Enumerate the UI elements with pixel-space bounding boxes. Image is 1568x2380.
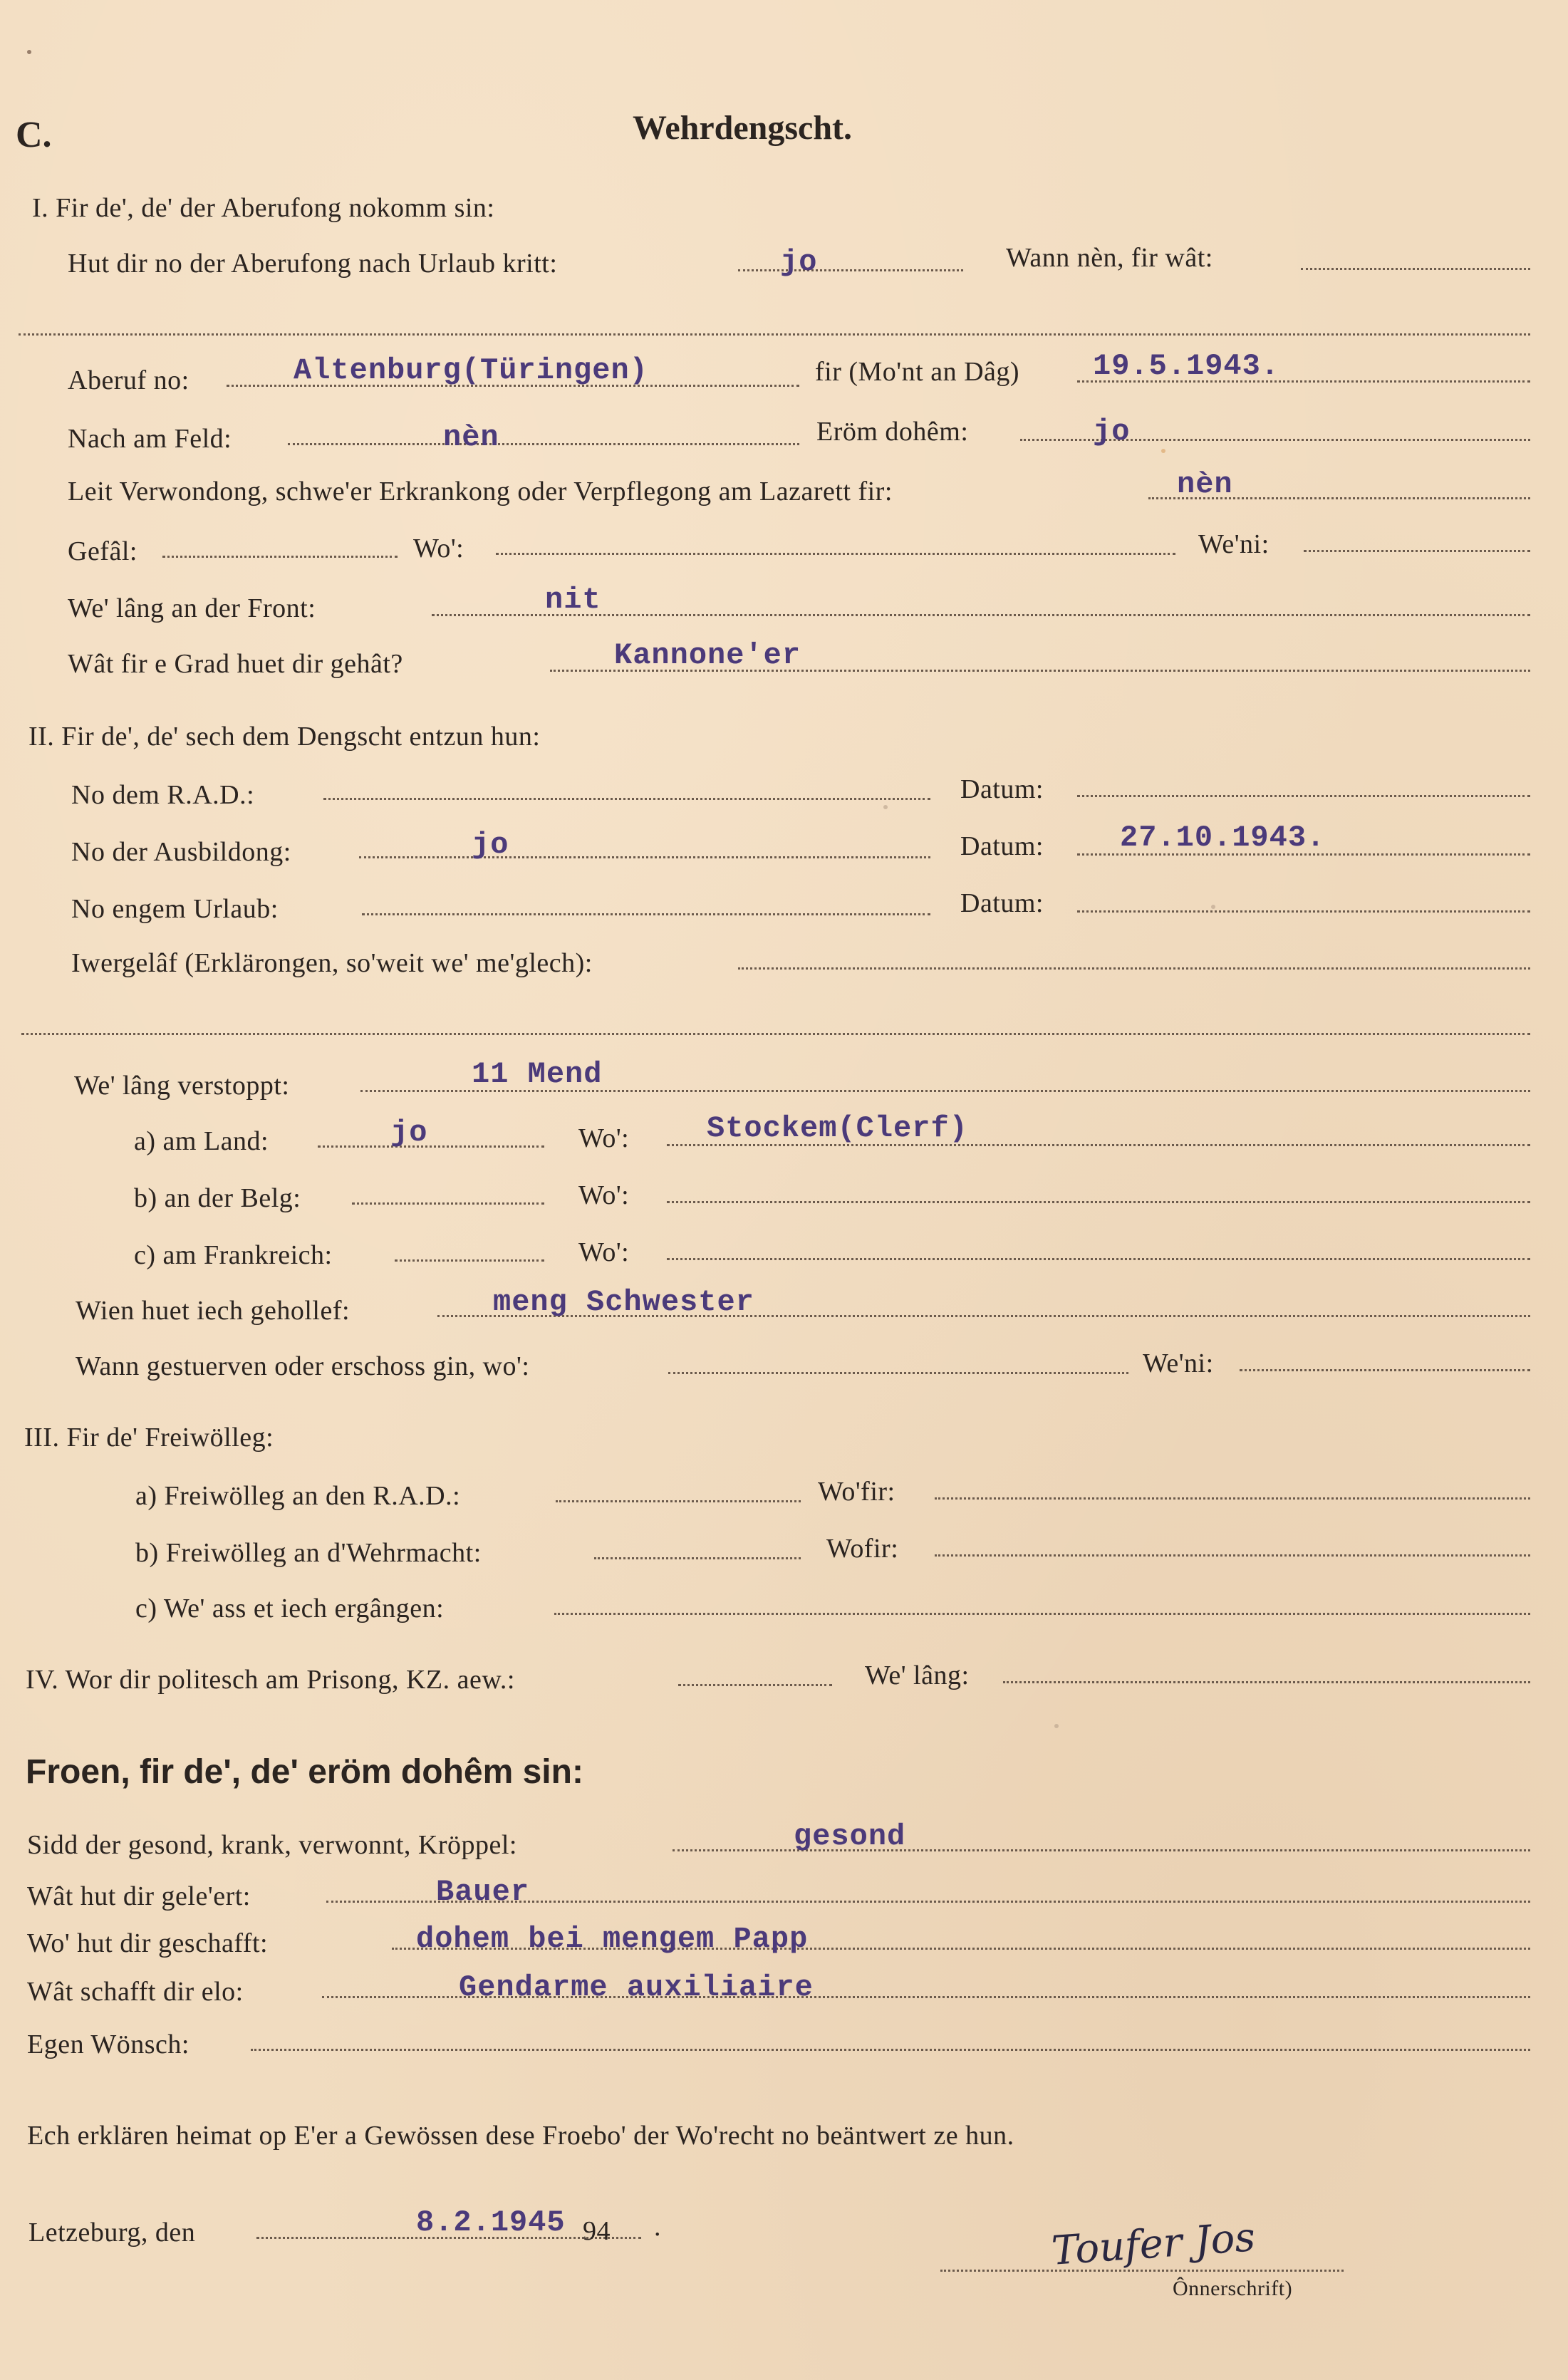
frank-label: c) am Frankreich:	[134, 1240, 333, 1270]
frank-wo-label: Wo':	[578, 1237, 630, 1267]
ergangen-line	[554, 1613, 1530, 1615]
page-title: Wehrdengscht.	[633, 109, 853, 147]
gesond-label: Sidd der gesond, krank, verwonnt, Kröppel:	[27, 1830, 517, 1860]
feld-line	[288, 443, 799, 445]
geschafft-value: dohem bei mengem Papp	[416, 1922, 809, 1956]
wann-nen-line-2	[19, 333, 1530, 336]
front-value: nit	[545, 583, 601, 617]
iwergelaf-line-2	[21, 1033, 1530, 1035]
ausbildung-datum-value: 27.10.1943.	[1120, 821, 1326, 855]
ausbildung-value: jo	[472, 828, 509, 862]
freiwolleg-wehrmacht-wofir-label: Wofir:	[826, 1534, 899, 1564]
freiwolleg-wehrmacht-label: b) Freiwölleg an d'Wehrmacht:	[135, 1538, 482, 1568]
rad-label: No dem R.A.D.:	[71, 780, 255, 810]
gefal-line	[162, 556, 398, 558]
section-1-heading: I. Fir de', de' der Aberufong nokomm sin:	[32, 193, 495, 223]
feld-value: nèn	[443, 420, 499, 454]
gestuerven-line	[668, 1372, 1128, 1374]
freiwolleg-wehrmacht-line	[594, 1557, 801, 1559]
grad-label: Wât fir e Grad huet dir gehât?	[68, 649, 403, 679]
ergangen-label: c) We' ass et iech ergângen:	[135, 1594, 445, 1623]
frank-line	[395, 1259, 544, 1262]
urlaub-question-line	[738, 269, 963, 271]
geschafft-label: Wo' hut dir geschafft:	[27, 1928, 269, 1958]
urlaub-question-label: Hut dir no der Aberufong nach Urlaub kritt:	[68, 249, 558, 279]
urlaub-question-value: jo	[780, 245, 818, 279]
gefal-wo-label: Wo':	[413, 534, 464, 563]
signature-label: Ônnerschrift)	[1173, 2277, 1293, 2300]
doheem-value: jo	[1093, 415, 1131, 449]
urlaub-line	[362, 913, 930, 915]
gestuerven-weni-label: We'ni:	[1143, 1349, 1214, 1378]
leit-label: Leit Verwondong, schwe'er Erkrankong oder Verpflegong am Lazarett fir:	[68, 477, 893, 506]
leit-value: nèn	[1177, 467, 1233, 502]
land-value: jo	[390, 1116, 428, 1150]
rad-datum-line	[1077, 795, 1530, 797]
gestuerven-label: Wann gestuerven oder erschoss gin, wo':	[76, 1351, 530, 1381]
signature: Toufer Jos	[1050, 2214, 1257, 2275]
rad-line	[323, 798, 930, 800]
date-dot: .	[654, 2212, 661, 2242]
gehollef-label: Wien huet iech gehollef:	[76, 1296, 351, 1326]
elo-value: Gendarme auxiliaire	[459, 1970, 814, 2005]
wann-nen-label: Wann nèn, fir wât:	[1006, 243, 1213, 273]
freiwolleg-wehrmacht-wofir-line	[935, 1554, 1530, 1557]
section-4-line	[678, 1684, 832, 1686]
freiwolleg-rad-wofir-label: Wo'fir:	[818, 1477, 895, 1507]
frank-wo-line	[667, 1258, 1530, 1260]
aberuf-value: Altenburg(Türingen)	[294, 353, 648, 388]
land-wo-value: Stockem(Clerf)	[707, 1111, 968, 1145]
belg-wo-line	[667, 1201, 1530, 1203]
place-label: Letzeburg, den	[28, 2218, 196, 2248]
date-suffix: 94	[583, 2216, 611, 2246]
urlaub-datum-line	[1077, 910, 1530, 913]
verstoppt-value: 11 Mend	[472, 1057, 603, 1091]
feld-label: Nach am Feld:	[68, 424, 232, 454]
datum-mont-value: 19.5.1943.	[1093, 349, 1280, 383]
ausbildung-label: No der Ausbildong:	[71, 837, 291, 867]
rad-datum-label: Datum:	[960, 774, 1044, 804]
front-label: We' lâng an der Front:	[68, 593, 316, 623]
signature-line	[940, 2270, 1344, 2272]
declaration-text: Ech erklären heimat op E'er a Gewössen dese Froebo' der Wo'recht no beäntwert ze hun.	[27, 2121, 1014, 2151]
aberuf-label: Aberuf no:	[68, 365, 189, 395]
paper-speck	[1054, 1724, 1059, 1728]
land-label: a) am Land:	[134, 1126, 269, 1156]
paper-speck	[1161, 449, 1165, 453]
gefal-wo-line	[496, 553, 1175, 555]
section-4-label: IV. Wor dir politesch am Prisong, KZ. aew.:	[26, 1665, 515, 1695]
paper-speck	[1211, 905, 1215, 909]
urlaub-datum-label: Datum:	[960, 888, 1044, 918]
section-2-heading: II. Fir de', de' sech dem Dengscht entzun hun:	[28, 722, 541, 752]
froen-heading: Froen, fir de', de' eröm dohêm sin:	[26, 1753, 583, 1791]
gefal-weni-label: We'ni:	[1198, 529, 1270, 559]
iwergelaf-label: Iwergelâf (Erklärongen, so'weit we' me'glech):	[71, 948, 593, 978]
iwergelaf-line	[738, 967, 1530, 970]
gesond-value: gesond	[794, 1819, 906, 1854]
gefal-label: Gefâl:	[68, 536, 137, 566]
freiwolleg-rad-wofir-line	[935, 1497, 1530, 1500]
wonsch-line	[251, 2049, 1530, 2051]
paper-speck	[883, 805, 888, 809]
section-letter: C.	[16, 115, 52, 155]
section-3-heading: III. Fir de' Freiwölleg:	[24, 1423, 274, 1453]
geleert-value: Bauer	[436, 1875, 530, 1909]
ausbildung-datum-label: Datum:	[960, 831, 1044, 861]
gehollef-value: meng Schwester	[493, 1285, 754, 1319]
urlaub-label: No engem Urlaub:	[71, 894, 279, 924]
section-4-weilang-label: We' lâng:	[865, 1661, 970, 1690]
section-4-weilang-line	[1003, 1681, 1530, 1683]
grad-value: Kannone'er	[614, 638, 801, 672]
gefal-weni-line	[1304, 550, 1530, 552]
belg-label: b) an der Belg:	[134, 1183, 301, 1213]
freiwolleg-rad-label: a) Freiwölleg an den R.A.D.:	[135, 1481, 461, 1511]
land-line	[318, 1145, 544, 1148]
date-value: 8.2.1945	[416, 2205, 566, 2240]
land-wo-label: Wo':	[578, 1123, 630, 1153]
verstoppt-label: We' lâng verstoppt:	[74, 1071, 290, 1101]
wonsch-label: Egen Wönsch:	[27, 2030, 189, 2059]
geleert-label: Wât hut dir gele'ert:	[27, 1881, 251, 1911]
ausbildung-line	[359, 856, 930, 858]
belg-line	[352, 1202, 544, 1205]
elo-label: Wât schafft dir elo:	[27, 1977, 244, 2007]
wann-nen-line	[1301, 268, 1530, 270]
belg-wo-label: Wo':	[578, 1180, 630, 1210]
datum-mont-label: fir (Mo'nt an Dâg)	[815, 357, 1020, 387]
paper-speck	[27, 50, 31, 54]
freiwolleg-rad-line	[556, 1500, 801, 1502]
gestuerven-weni-line	[1240, 1369, 1530, 1371]
doheem-label: Eröm dohêm:	[816, 417, 969, 447]
